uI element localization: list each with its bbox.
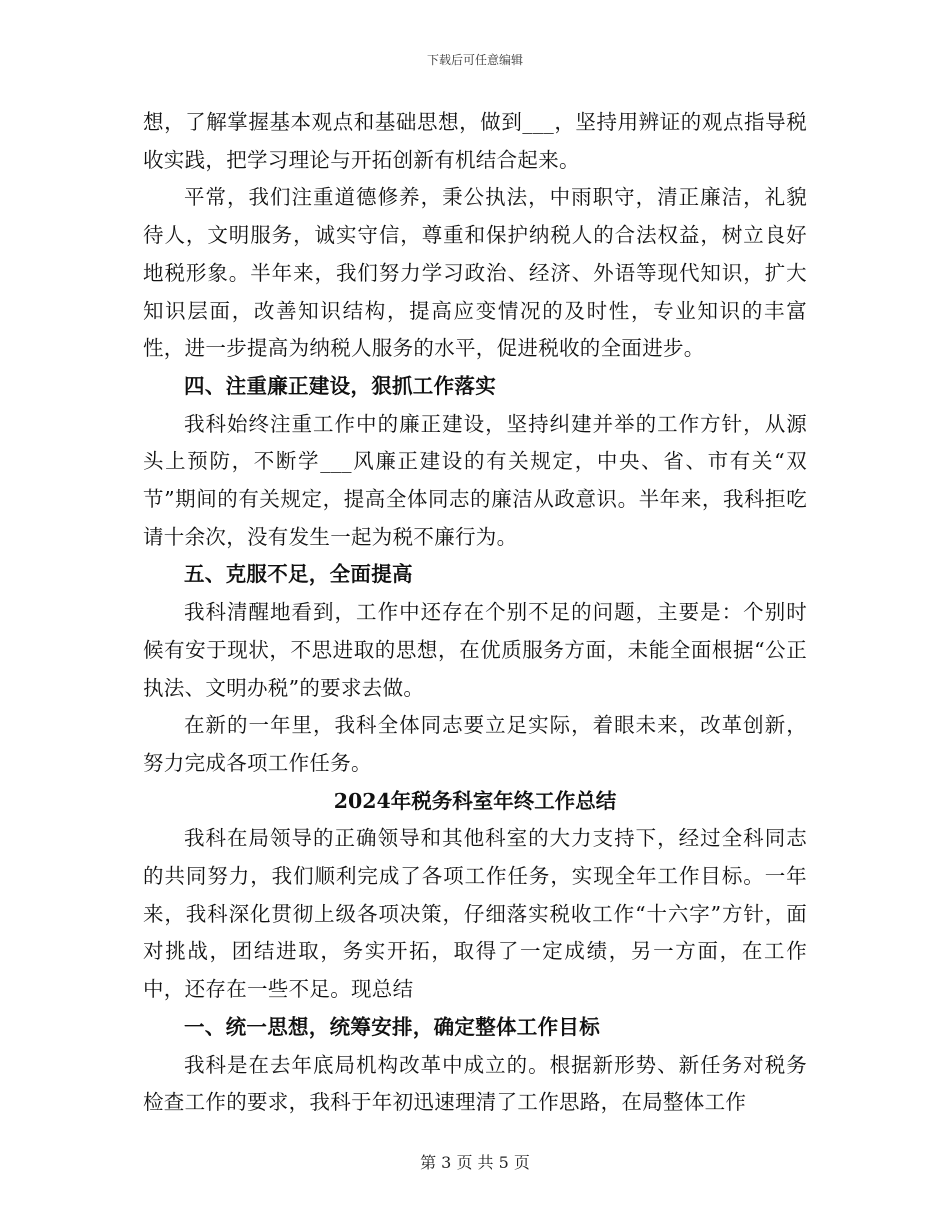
paragraph: 我科始终注重工作中的廉正建设，坚持纠建并举的工作方针，从源头上预防，不断学___风廉正建设的有关规定，中央、省、市有关“双节”期间的有关规定，提高全体同志的廉洁从政意识。半年来，我科拒吃请十余次，没有发生一起为税不廉行为。 [143, 411, 807, 549]
document-title: 2024年税务科室年终工作总结 [333, 788, 617, 813]
section-heading-4: 四、注重廉正建设，狠抓工作落实 [184, 373, 496, 398]
paragraph: 我科在局领导的正确领导和其他科室的大力支持下，经过全科同志的共同努力，我们顺利完成了各项工作任务，实现全年工作目标。一年来，我科深化贯彻上级各项决策，仔细落实税收工作“十六字”方针，面对挑战，团结进取，务实开拓，取得了一定成绩，另一方面，在工作中，还存在一些不足。现总结 [143, 826, 807, 1002]
section-heading-5: 五、克服不足，全面提高 [184, 562, 413, 587]
paragraph: 在新的一年里，我科全体同志要立足实际，着眼未来，改革创新，努力完成各项工作任务。 [143, 713, 807, 775]
paragraph: 我科清醒地看到，工作中还存在个别不足的问题，主要是：个别时候有安于现状，不思进取的思想，在优质服务方面，未能全面根据“公正执法、文明办税”的要求去做。 [143, 600, 807, 700]
section-heading-1: 一、统一思想，统筹安排，确定整体工作目标 [184, 1014, 600, 1039]
page-number-footer: 第 3 页 共 5 页 [420, 1153, 530, 1172]
document-body [143, 104, 807, 1122]
page-header: 下载后可任意编辑 [426, 53, 523, 67]
paragraph-continuation: 想，了解掌握基本观点和基础思想，做到___，坚持用辨证的观点指导税收实践，把学习理论与开拓创新有机结合起来。 [143, 110, 807, 172]
paragraph: 平常，我们注重道德修养，秉公执法，中雨职守，清正廉洁，礼貌待人，文明服务，诚实守信，尊重和保护纳税人的合法权益，树立良好地税形象。半年来，我们努力学习政治、经济、外语等现代知识，扩大知识层面，改善知识结构，提高应变情况的及时性，专业知识的丰富性，进一步提高为纳税人服务的水平，促进税收的全面进步。 [143, 185, 807, 361]
paragraph: 我科是在去年底局机构改革中成立的。根据新形势、新任务对税务检查工作的要求，我科于年初迅速理清了工作思路，在局整体工作 [143, 1052, 807, 1115]
